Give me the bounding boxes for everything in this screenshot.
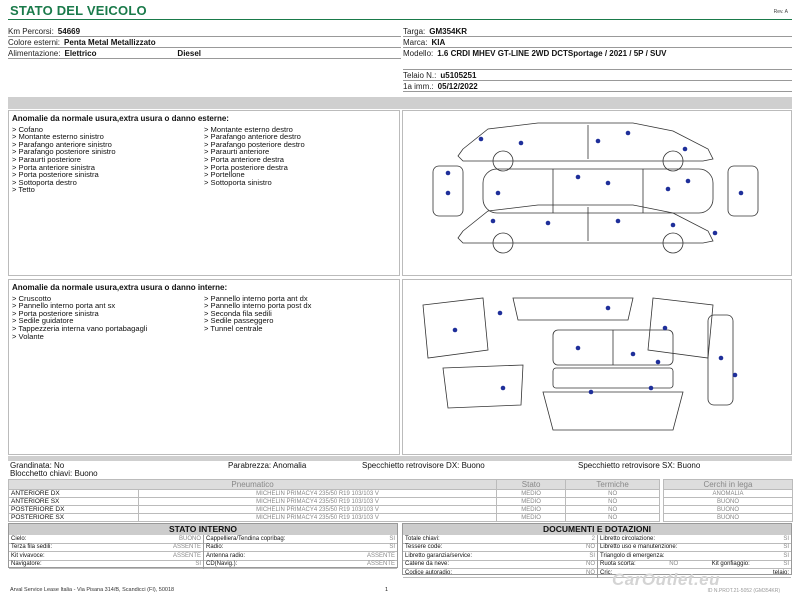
info-label: Modello:: [403, 49, 434, 58]
damage-item: > Volante: [12, 331, 44, 341]
external-car-diagram: [402, 110, 792, 276]
table-row: [9, 506, 660, 514]
tyre-stato: MEDIO: [497, 506, 566, 514]
kv-key: Libretto circolazione:: [600, 535, 656, 542]
internal-damage-panel: [8, 279, 400, 455]
kv-row: [598, 544, 791, 553]
info-value: Penta Metal Metallizzato: [64, 37, 156, 47]
table-row: [664, 506, 793, 514]
kv-value: SI: [783, 552, 789, 559]
external-damage-col1: [12, 126, 204, 194]
tyre-position: POSTERIORE SX: [9, 514, 139, 522]
tyre-position: ANTERIORE DX: [9, 490, 139, 498]
damage-item: > Parafango anteriore destro: [204, 132, 301, 142]
documenti-title: DOCUMENTI E DOTAZIONI: [403, 524, 791, 535]
kv-key: Triangolo di emergenza:: [600, 552, 665, 559]
kv-key: telaio:: [772, 569, 789, 576]
status-grandinata: Grandinata: No: [10, 461, 65, 470]
table-row: [9, 514, 660, 522]
kv-row: [9, 544, 203, 553]
info-value: 1.6 CRDI MHEV GT-LINE 2WD DCTSportage / 2021 / 5P / SUV: [437, 49, 667, 58]
info-row-colore: [8, 37, 401, 48]
kv-value: NO: [669, 561, 679, 568]
info-label: Targa:: [403, 26, 426, 36]
kv-value: SI: [783, 561, 789, 568]
info-value-extra: Diesel: [177, 48, 201, 58]
kv-value: SI: [389, 535, 395, 542]
damage-item: > Parafango posteriore destro: [204, 139, 305, 149]
damage-item: > Tetto: [12, 185, 35, 195]
kv-key: Cielo:: [11, 535, 27, 542]
kv-value: NO: [586, 561, 595, 568]
damage-item: > Pannello interno porta ant sx: [12, 301, 116, 311]
kv-value: SI: [783, 535, 789, 542]
internal-damage-col2: [204, 295, 396, 341]
kv-value: SI: [783, 544, 789, 551]
info-row-marca: [403, 37, 792, 48]
damage-item: > Pannello interno porta ant dx: [204, 293, 308, 303]
cerchi-value: BUONO: [664, 506, 793, 514]
stato-interno-box: [8, 523, 398, 568]
damage-item: > Parafango posteriore sinistro: [12, 147, 116, 157]
kv-key: Terza fila sedili:: [11, 544, 53, 551]
kv-value: NO: [586, 569, 595, 576]
info-value: 54669: [57, 26, 81, 36]
footer-protocol: ID N.PROT.21-5052 (GM354KR): [707, 588, 780, 594]
external-damage-col2: [204, 126, 396, 194]
info-row-telaio: [403, 70, 792, 81]
damage-item: > Pannello interno porta post dx: [204, 301, 312, 311]
kv-row: [403, 561, 597, 570]
info-value: Elettrico: [64, 48, 97, 58]
stato-interno-title: STATO INTERNO: [9, 524, 397, 535]
damage-item: > Sottoporta destro: [12, 177, 77, 187]
damage-item: > Cruscotto: [12, 293, 52, 303]
internal-damage-heading: Anomalie da normale usura,extra usura o danno interne:: [12, 283, 228, 292]
tyres-header-stato: Stato: [497, 480, 566, 490]
kv-row: [9, 535, 203, 544]
page-title: STATO DEL VEICOLO: [10, 3, 147, 18]
kv-key: Libretto garanzia/service:: [405, 552, 473, 559]
tyre-stato: MEDIO: [497, 514, 566, 522]
info-label: Km Percorsi:: [8, 26, 54, 36]
info-label: Marca:: [403, 37, 428, 47]
info-row-immatricolazione: [403, 81, 792, 92]
kv-row: [403, 535, 597, 544]
info-label: Alimentazione:: [8, 48, 61, 58]
status-specchietto-dx: Specchietto retrovisore DX: Buono: [362, 461, 485, 470]
tyre-model: MICHELIN PRIMACY4 235/50 R19 103/103 V: [139, 498, 497, 506]
kv-row: [204, 552, 397, 561]
info-label: 1a imm.:: [403, 81, 434, 91]
cerchi-value: ANOMALIA: [664, 490, 793, 498]
info-value: KIA: [431, 37, 446, 47]
info-label: Colore esterni:: [8, 37, 61, 47]
damage-item: > Seconda fila sedili: [204, 308, 272, 318]
kv-key: Antenna radio:: [206, 552, 246, 559]
kv-value: ASSENTE: [366, 561, 395, 568]
status-parabrezza: Parabrezza: Anomalia: [228, 461, 307, 470]
damage-item: > Sottoporta sinistro: [204, 177, 272, 187]
vehicle-info-left: [8, 26, 401, 59]
footer-address: Arval Service Lease Italia - Via Pisana 314/B, Scandicci (FI), 50018: [10, 587, 175, 593]
kv-key: Codice autoradio:: [405, 569, 453, 576]
kv-value: 2: [591, 535, 595, 542]
tyre-stato: MEDIO: [497, 490, 566, 498]
watermark-logo: CarOutlet.eu: [612, 570, 721, 589]
kv-row: [9, 552, 203, 561]
damage-item: > Cofano: [12, 124, 44, 134]
kv-row: [204, 561, 397, 570]
damage-item: > Porta posteriore sinistra: [12, 308, 99, 318]
kv-row: [403, 544, 597, 553]
tyres-table: [8, 479, 660, 522]
kv-value: BUONO: [178, 535, 201, 542]
tyre-position: ANTERIORE SX: [9, 498, 139, 506]
kv-row: [204, 544, 397, 553]
kv-row: [598, 561, 791, 570]
damage-item: > Porta anteriore destra: [204, 154, 284, 164]
damage-item: > Paraurti posteriore: [12, 154, 82, 164]
kv-value: SI: [589, 552, 595, 559]
kv-key: Catene da neve:: [405, 561, 450, 568]
vehicle-info-right: [403, 26, 792, 92]
info-row-alimentazione: [8, 48, 401, 59]
page-number: 1: [385, 587, 389, 593]
internal-car-diagram: [402, 279, 792, 455]
damage-item: > Sedile passeggero: [204, 316, 274, 326]
kv-row: [598, 535, 791, 544]
table-row: [664, 490, 793, 498]
internal-damage-col1: [12, 295, 204, 341]
tyre-stato: MEDIO: [497, 498, 566, 506]
info-value: u5105251: [440, 70, 477, 80]
title-divider: [8, 19, 792, 20]
tyre-termiche: NO: [566, 514, 660, 522]
car-interior-diagram: [403, 280, 791, 454]
tyre-termiche: NO: [566, 498, 660, 506]
revision-label: Rev. A: [773, 9, 788, 15]
tyre-termiche: NO: [566, 490, 660, 498]
info-row-km: [8, 26, 401, 37]
table-row: [9, 490, 660, 498]
kv-row: [204, 535, 397, 544]
tyres-header-termiche: Termiche: [566, 480, 660, 490]
kv-value: ASSENTE: [172, 552, 201, 559]
section-divider-bar: [8, 97, 792, 109]
kv-key: Ruota scorta:: [600, 561, 636, 568]
damage-item: > Montante esterno destro: [204, 124, 293, 134]
damage-item: > Porta posteriore sinistra: [12, 170, 99, 180]
kv-row: [598, 552, 791, 561]
damage-item: > Porta anteriore sinistra: [12, 162, 95, 172]
kv-value: ASSENTE: [172, 544, 201, 551]
status-blocchetto: Blocchetto chiavi: Buono: [10, 469, 98, 478]
table-row: [664, 498, 793, 506]
damage-item: > Tunnel centrale: [204, 323, 263, 333]
damage-item: > Portellone: [204, 170, 245, 180]
kv-key: Cric:: [600, 569, 613, 576]
info-row-modello: [403, 48, 792, 70]
external-damage-heading: Anomalie da normale usura,extra usura o danno esterne:: [12, 114, 229, 123]
kv-value: NO: [586, 544, 595, 551]
tyre-position: POSTERIORE DX: [9, 506, 139, 514]
cerchi-header: Cerchi in lega: [664, 480, 793, 490]
tyre-termiche: NO: [566, 506, 660, 514]
kv-key: Kit vivavoce:: [11, 552, 45, 559]
damage-item: > Porta posteriore destra: [204, 162, 288, 172]
kv-key: Kit gonfiaggio:: [711, 561, 750, 568]
kv-key: Totale chiavi:: [405, 535, 440, 542]
kv-key: Cappelliera/Tendina copribag:: [206, 535, 286, 542]
kv-row: [403, 552, 597, 561]
tyre-model: MICHELIN PRIMACY4 235/50 R19 103/103 V: [139, 514, 497, 522]
tyre-model: MICHELIN PRIMACY4 235/50 R19 103/103 V: [139, 506, 497, 514]
kv-value: ASSENTE: [366, 552, 395, 559]
tyres-header-pneumatico: Pneumatico: [9, 480, 497, 490]
table-row: [664, 514, 793, 522]
kv-value: SI: [389, 544, 395, 551]
kv-row: [9, 561, 203, 570]
kv-key: Navigatore:: [11, 561, 42, 568]
damage-item: > Parafango anteriore sinistro: [12, 139, 112, 149]
kv-key: CD(Navig.):: [206, 561, 238, 568]
damage-item: > Paraurti anteriore: [204, 147, 270, 157]
info-row-targa: [403, 26, 792, 37]
external-damage-panel: [8, 110, 400, 276]
kv-key: Tessere code:: [405, 544, 443, 551]
cerchi-table: [663, 479, 793, 522]
cerchi-value: BUONO: [664, 514, 793, 522]
status-specchietto-sx: Specchietto retrovisore SX: Buono: [578, 461, 701, 470]
table-row: [9, 498, 660, 506]
kv-row: [403, 569, 597, 578]
kv-key: Radio:: [206, 544, 224, 551]
kv-value: SI: [195, 561, 201, 568]
info-value: 05/12/2022: [437, 81, 478, 91]
info-value: GM354KR: [429, 26, 468, 36]
tyre-model: MICHELIN PRIMACY4 235/50 R19 103/103 V: [139, 490, 497, 498]
kv-key: Libretto uso e manutenzione:: [600, 544, 678, 551]
damage-item: > Montante esterno sinistro: [12, 132, 104, 142]
cerchi-value: BUONO: [664, 498, 793, 506]
info-label: Telaio N.:: [403, 70, 437, 80]
damage-item: > Tappezzeria interna vano portabagagli: [12, 323, 148, 333]
damage-item: > Sedile guidatore: [12, 316, 74, 326]
documenti-box: [402, 523, 792, 575]
car-exterior-diagram: [403, 111, 791, 275]
